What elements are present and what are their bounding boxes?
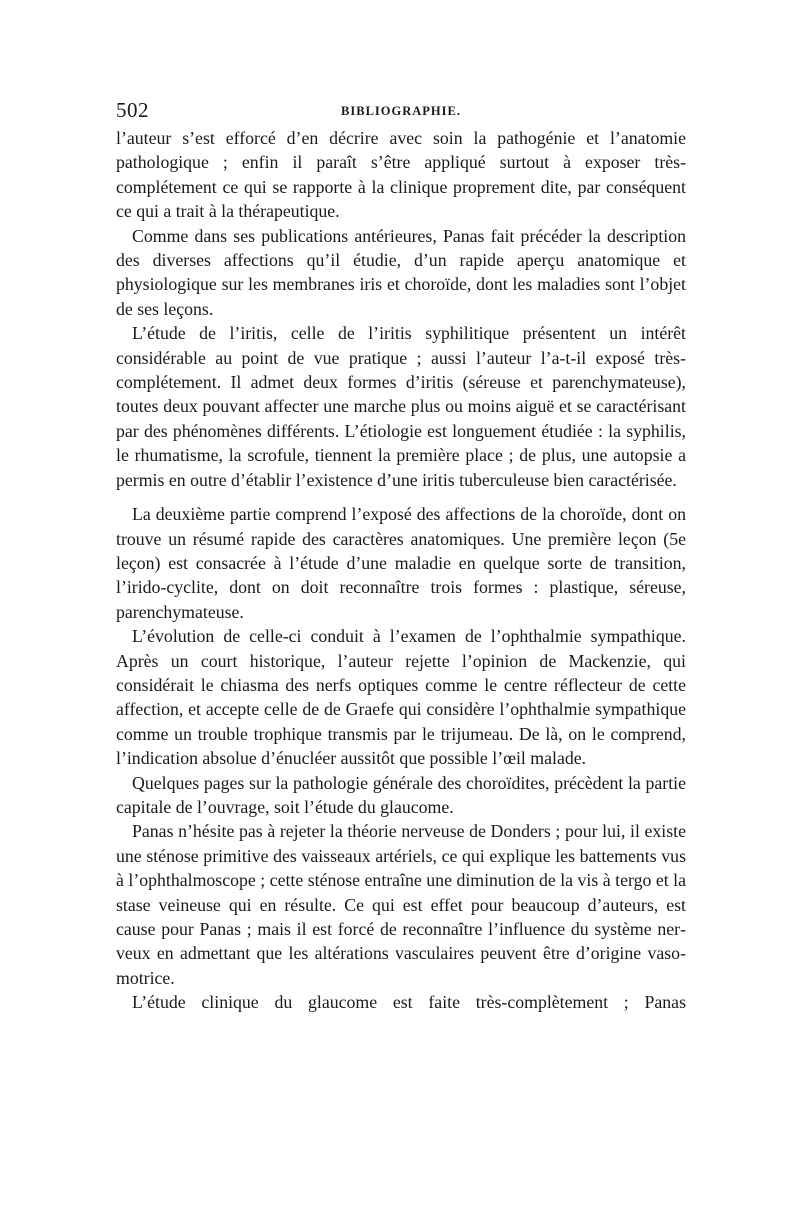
- book-page: [116, 96, 686, 1015]
- paragraph: La deuxième partie comprend l’exposé des affections de la choroïde, dont on trouve un résumé rapide des caractères anatomiques. Une première leçon (5e leçon) est consacrée à l’étude d’une maladie en quelque sorte de transition, l’irido-cyclite, dont on doit reconnaître trois formes : plastique, séreuse, parenchymateuse.: [116, 504, 686, 622]
- paragraph-last: L’étude clinique du glaucome est faite très-complètement ; Panas: [132, 992, 686, 1013]
- body-text: [116, 126, 686, 1015]
- page-number: 502: [116, 98, 149, 122]
- paragraph-continuation: l’auteur s’est efforcé d’en décrire avec soin la pathogénie et l’anatomie pathologique ; enfin il paraît s’être appliqué surtout à exposer très-complétement ce qui se rapporte à la clinique proprement dite, par conséquent ce qui a trait à la thérapeutique.: [116, 128, 686, 222]
- running-title: BIBLIOGRAPHIE.: [341, 104, 461, 118]
- page-header: [116, 96, 686, 126]
- paragraph: L’étude de l’iritis, celle de l’iritis syphilitique présentent un intérêt considérable au point de vue pratique ; aussi l’auteur l’a-t-il exposé très-complétement. Il admet deux formes d’iritis (séreuse et parenchymateuse), toutes deux pouvant affecter une marche plus ou moins aiguë et se caractérisant par des phénomènes différents. L’étiologie est longuement étudiée : la syphilis, le rhumatisme, la scrofule, tiennent la première place ; de plus, une autopsie a permis en outre d’établir l’existence d’une iritis tuberculeuse bien caractérisée.: [116, 323, 686, 490]
- paragraph: Comme dans ses publications antérieures, Panas fait précéder la description des diverses affections qu’il étudie, d’un rapide aperçu anatomique et physiologique sur les membranes iris et choroïde, dont les maladies sont l’objet de ses leçons.: [116, 225, 686, 319]
- paragraph: Quelques pages sur la pathologie générale des choroïdites, précèdent la partie capitale de l’ouvrage, soit l’étude du glaucome.: [116, 772, 686, 817]
- paragraph: Panas n’hésite pas à rejeter la théorie nerveuse de Donders ; pour lui, il existe une sténose primitive des vaisseaux artériels, ce qui explique les battements vus à l’ophthalmoscope ; cette sténose entraîne une diminution de la vis à tergo et la stase veineuse qui en résulte. Ce qui est effet pour beaucoup d’auteurs, est cause pour Panas ; mais il est forcé de reconnaître l’influence du système nerveux en admettant que les altérations vasculaires peuvent être d’origine vaso-motrice.: [116, 821, 686, 988]
- paragraph: L’évolution de celle-ci conduit à l’examen de l’ophthalmie sympathique. Après un court historique, l’auteur rejette l’opinion de Mackenzie, qui considérait le chiasma des nerfs optiques comme le centre réflecteur de cette affection, et accepte celle de de Graefe qui considère l’ophthalmie sympathique comme un trouble trophique transmis par le trijumeau. De là, on le comprend, l’indication absolue d’énucléer aussitôt que possible l’œil malade.: [116, 626, 686, 769]
